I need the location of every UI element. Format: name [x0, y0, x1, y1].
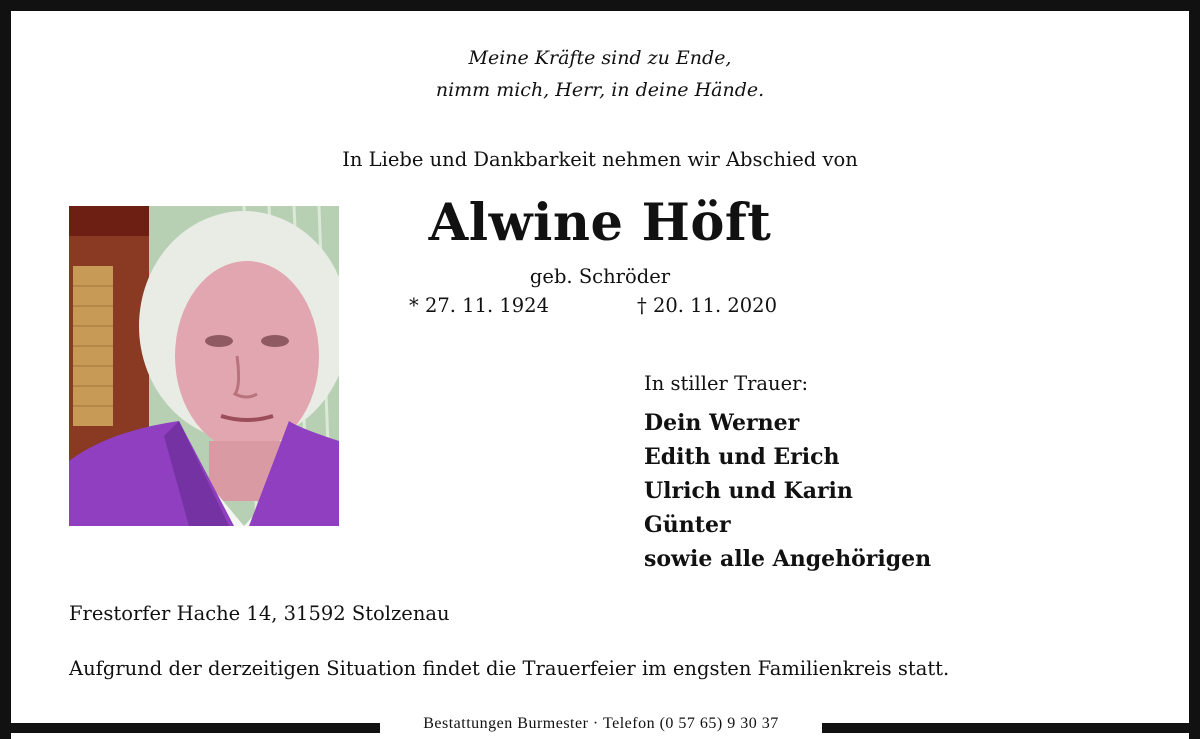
mourner-item: sowie alle Angehörigen: [644, 546, 932, 572]
mourner-item: Dein Werner: [644, 410, 800, 436]
funeral-home-footer: Bestattungen Burmester · Telefon (0 57 65) 9 30 37: [423, 715, 779, 732]
border-left: [0, 0, 11, 739]
verse-line-2: nimm mich, Herr, in deine Hände.: [435, 79, 765, 101]
border-bottom-left: [0, 723, 380, 733]
intro-text: In Liebe und Dankbarkeit nehmen wir Abschied von: [342, 148, 858, 171]
mourners-list: [644, 406, 931, 576]
funeral-notice: Aufgrund der derzeitigen Situation findet die Trauerfeier im engsten Familienkreis statt.: [69, 657, 950, 680]
border-top: [0, 0, 1200, 11]
birth-date: * 27. 11. 1924: [409, 294, 549, 317]
mourning-label: In stiller Trauer:: [644, 372, 809, 395]
verse-line-1: Meine Kräfte sind zu Ende,: [468, 47, 732, 69]
border-right: [1189, 0, 1200, 739]
deceased-name: Alwine Höft: [428, 193, 772, 253]
mourner-item: Ulrich und Karin: [644, 478, 853, 504]
maiden-name: geb. Schröder: [529, 265, 671, 288]
death-date: † 20. 11. 2020: [637, 294, 777, 317]
mourner-item: Edith und Erich: [644, 444, 840, 470]
portrait-photo: [69, 206, 339, 526]
address: Frestorfer Hache 14, 31592 Stolzenau: [69, 602, 450, 625]
border-bottom-right: [822, 723, 1200, 733]
mourner-item: Günter: [644, 512, 731, 538]
